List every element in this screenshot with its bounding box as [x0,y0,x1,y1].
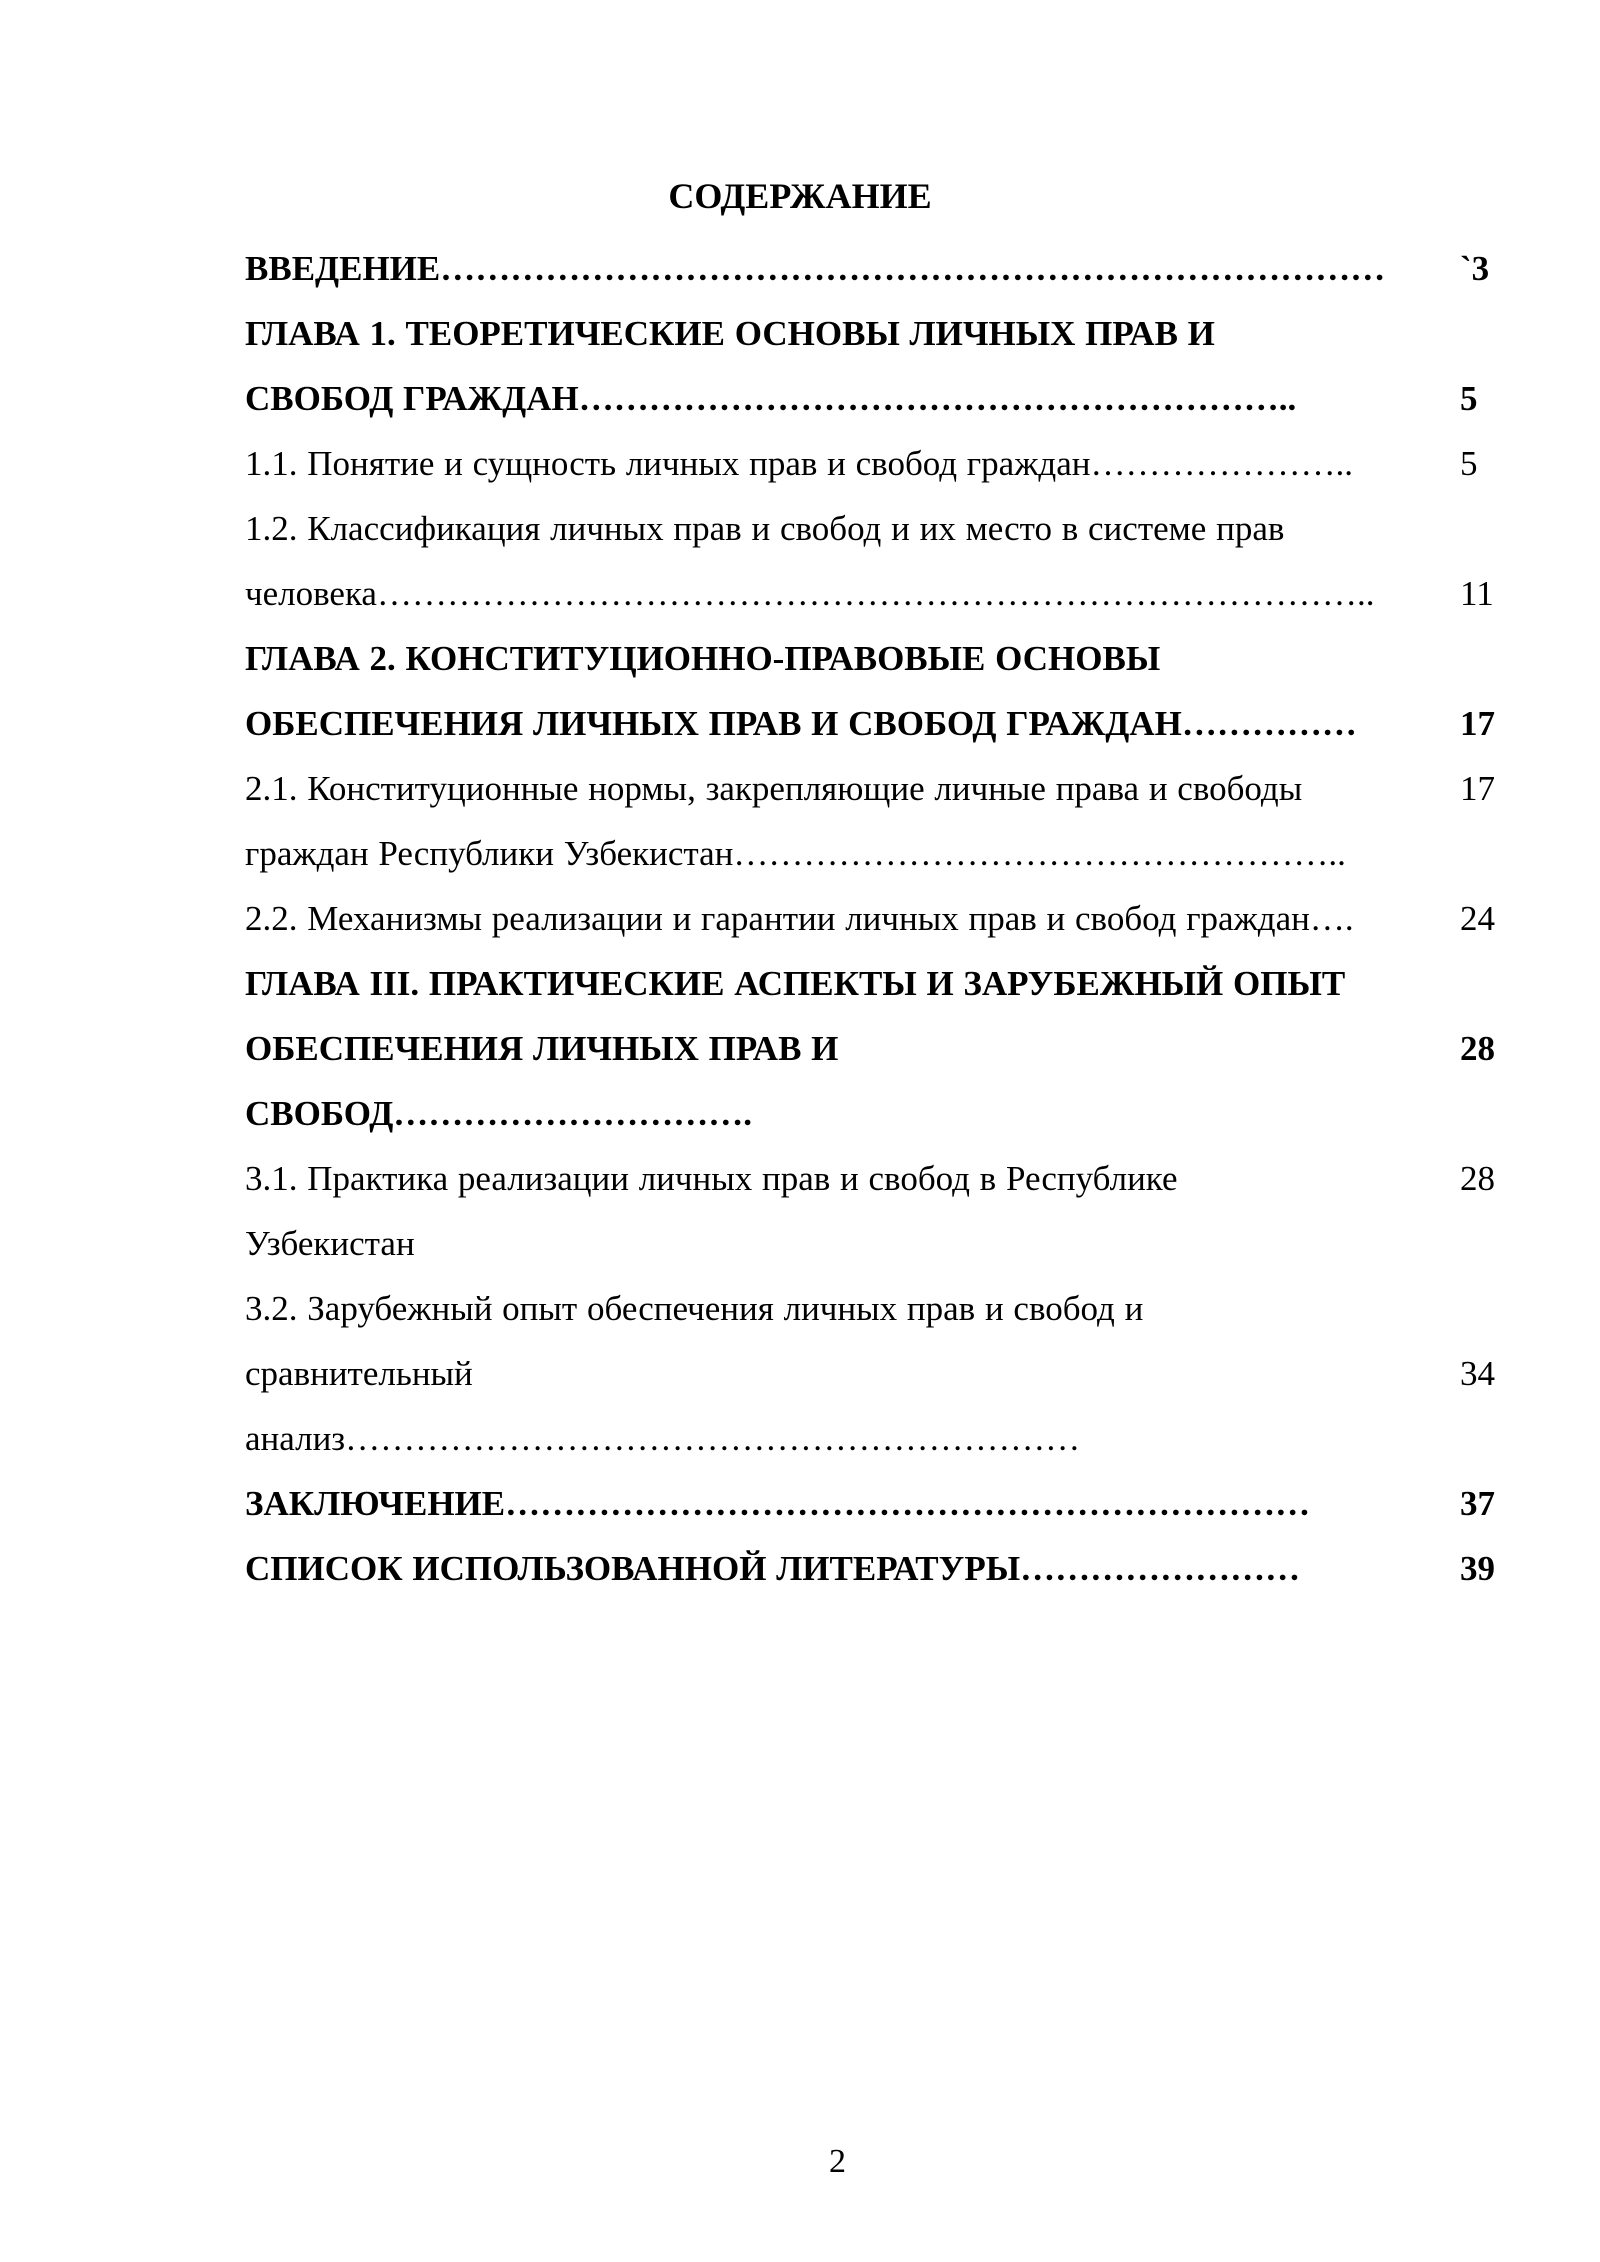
toc-entry-page: 11 [1460,574,1494,613]
toc-entry-page: 34 [1460,1354,1495,1393]
toc-entry-page: 5 [1460,379,1478,418]
toc-entry-1-2[interactable] [245,496,1510,626]
table-of-contents [245,236,1510,1601]
toc-entry-2-2[interactable] [245,886,1510,951]
toc-entry-text: 1.2. Классификация личных прав и свобод и их место в системе прав человека………………………………………………………………………….. [245,509,1375,613]
toc-entry-text: ГЛАВА 1. ТЕОРЕТИЧЕСКИЕ ОСНОВЫ ЛИЧНЫХ ПРАВ И СВОБОД ГРАЖДАН…………………………………………………….. [245,314,1297,418]
toc-entry-text: 2.2. Механизмы реализации и гарантии личных прав и свобод граждан…. [245,899,1354,938]
toc-entry-text: 1.1. Понятие и сущность личных прав и свобод граждан………………….. [245,444,1353,483]
toc-entry-text: ГЛАВА III. ПРАКТИЧЕСКИЕ АСПЕКТЫ И ЗАРУБЕЖНЫЙ ОПЫТ ОБЕСПЕЧЕНИЯ ЛИЧНЫХ ПРАВ И СВОБОД…………………………. [245,964,1346,1133]
toc-entry-1-1[interactable] [245,431,1510,496]
toc-entry-3-1[interactable] [245,1146,1510,1276]
toc-entry-page: 28 [1460,1029,1495,1068]
page-number: 2 [829,2143,846,2180]
toc-entry-text: ВВЕДЕНИЕ……………………………………………………………………… [245,249,1386,288]
toc-entry-page: 37 [1460,1484,1495,1523]
toc-entry-page: 17 [1460,704,1495,743]
toc-entry-page: 24 [1460,899,1495,938]
toc-entry-page: 39 [1460,1549,1495,1588]
toc-entry-text: ЗАКЛЮЧЕНИЕ…………………………………………………………… [245,1484,1311,1523]
toc-entry-page: `3 [1460,249,1490,288]
toc-entry-text: 3.1. Практика реализации личных прав и свобод в Республике Узбекистан [245,1159,1178,1263]
toc-entry-3-2[interactable] [245,1276,1510,1471]
toc-entry-2-1[interactable] [245,756,1510,886]
toc-entry-introduction[interactable] [245,236,1510,301]
toc-entry-chapter-2[interactable] [245,626,1510,756]
toc-entry-page: 17 [1460,769,1495,808]
toc-entry-text: ГЛАВА 2. КОНСТИТУЦИОННО-ПРАВОВЫЕ ОСНОВЫ ОБЕСПЕЧЕНИЯ ЛИЧНЫХ ПРАВ И СВОБОД ГРАЖДАН…………… [245,639,1357,743]
toc-entry-page: 5 [1460,444,1478,483]
toc-entry-page: 28 [1460,1159,1495,1198]
toc-entry-text: СПИСОК ИСПОЛЬЗОВАННОЙ ЛИТЕРАТУРЫ…………………… [245,1549,1301,1588]
toc-entry-text: 2.1. Конституционные нормы, закрепляющие личные права и свободы граждан Республики Узбекистан…………………………………………….. [245,769,1346,873]
toc-entry-conclusion[interactable] [245,1471,1510,1536]
toc-entry-chapter-1[interactable] [245,301,1510,431]
toc-entry-text: 3.2. Зарубежный опыт обеспечения личных прав и свобод и сравнительный анализ……………………………………………………… [245,1289,1144,1458]
toc-entry-references[interactable] [245,1536,1510,1601]
toc-entry-chapter-3[interactable] [245,951,1510,1146]
page-title: СОДЕРЖАНИЕ [668,176,932,216]
